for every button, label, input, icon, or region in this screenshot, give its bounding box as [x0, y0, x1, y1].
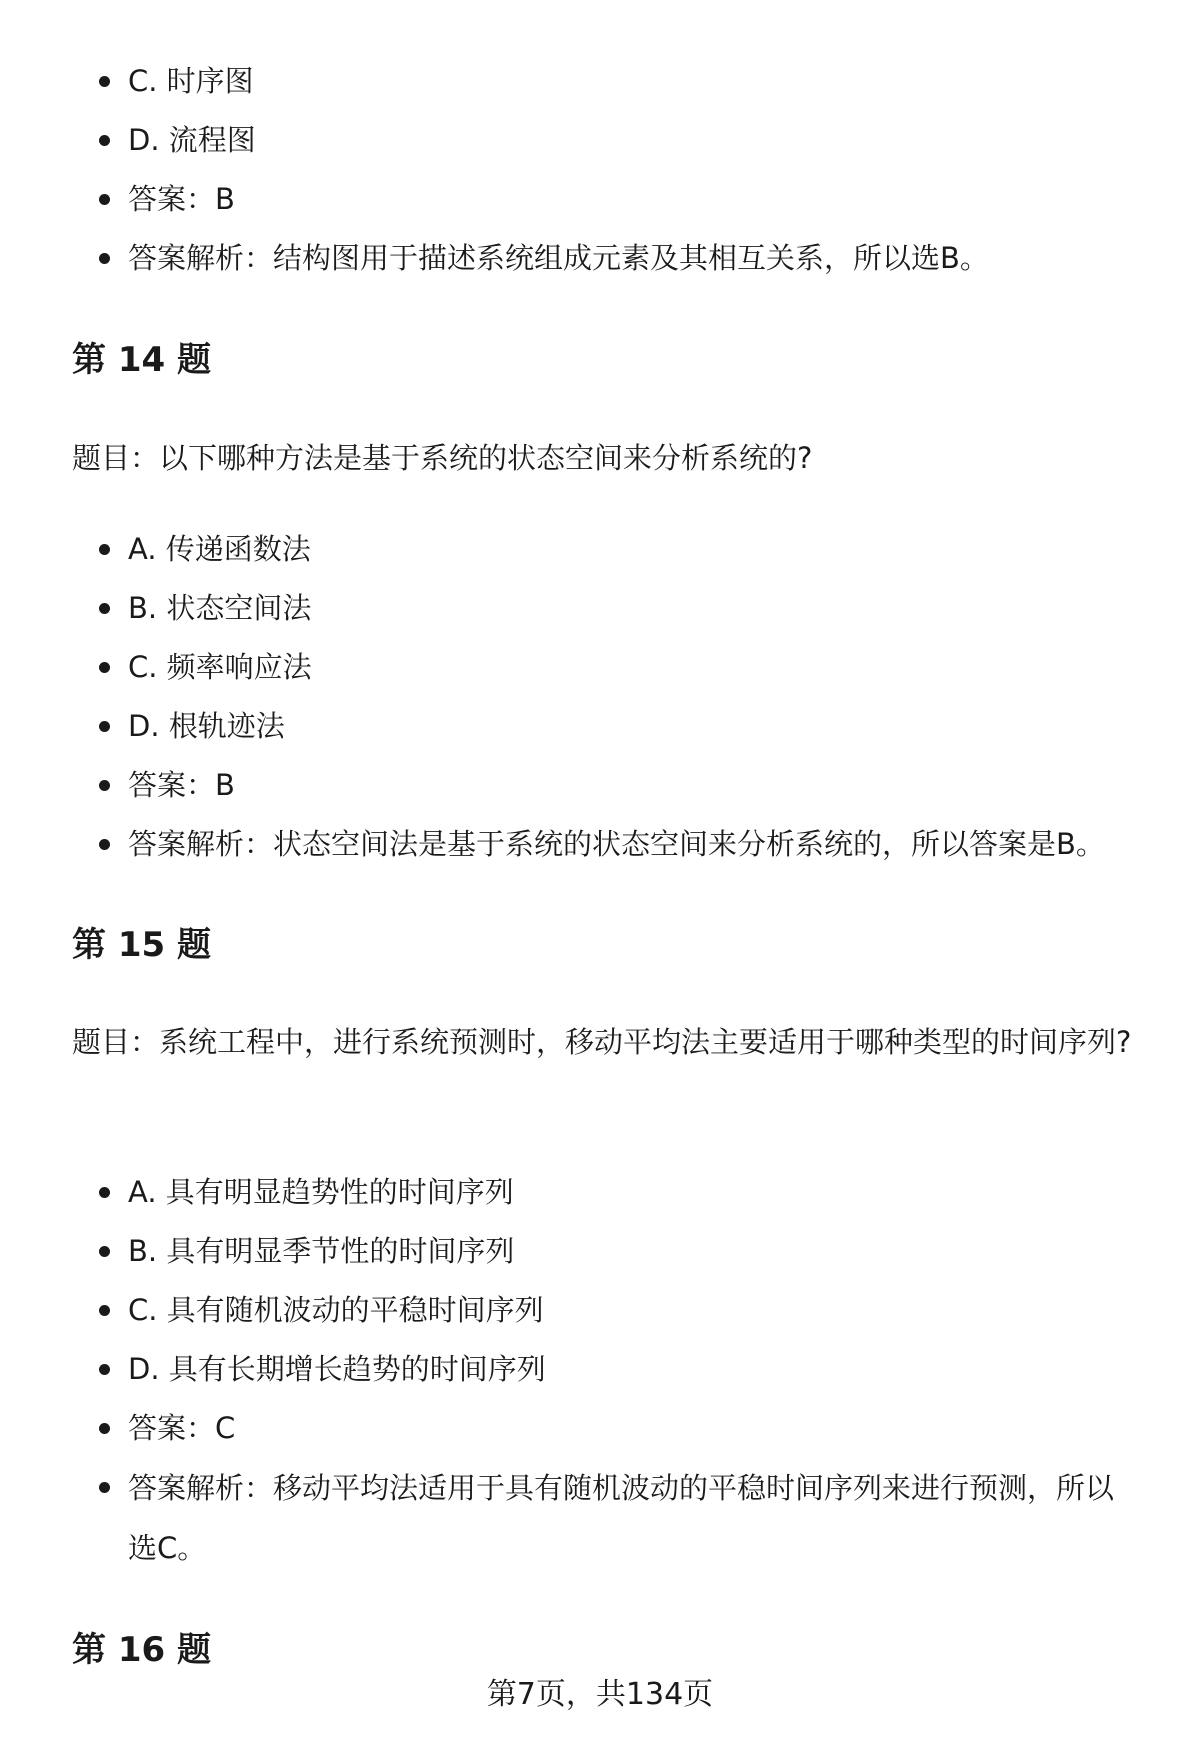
bullet-icon	[99, 1246, 110, 1257]
bullet-icon	[99, 1364, 110, 1375]
option-text: B. 具有明显季节性的时间序列	[128, 1234, 515, 1268]
question-14	[0, 335, 211, 385]
option-b	[72, 579, 1132, 638]
explanation-text: 答案解析：结构图用于描述系统组成元素及其相互关系，所以选B。	[128, 241, 989, 275]
bullet-icon	[99, 780, 110, 791]
option-b	[72, 1222, 1132, 1281]
bullet-icon	[99, 1482, 110, 1493]
option-list	[0, 1163, 1132, 1578]
bullet-icon	[99, 135, 110, 146]
option-text: B. 状态空间法	[128, 591, 312, 625]
answer	[72, 756, 1132, 815]
answer	[72, 1399, 1132, 1458]
explanation-text: 答案解析：状态空间法是基于系统的状态空间来分析系统的，所以答案是B。	[128, 827, 1105, 861]
option-text: C. 时序图	[128, 64, 254, 98]
option-d	[72, 1340, 1132, 1399]
bullet-icon	[99, 1423, 110, 1434]
option-d	[72, 111, 1132, 170]
option-c	[72, 638, 1132, 697]
option-text: A. 传递函数法	[128, 532, 311, 566]
bullet-icon	[99, 194, 110, 205]
option-c	[72, 1281, 1132, 1340]
option-d	[72, 697, 1132, 756]
bullet-icon	[99, 839, 110, 850]
option-text: D. 流程图	[128, 123, 256, 157]
question-heading: 第 14 题	[72, 340, 211, 380]
option-c	[72, 52, 1132, 111]
question-heading: 第 16 题	[72, 1630, 211, 1670]
answer-text: 答案：C	[128, 1411, 236, 1445]
option-text: D. 根轨迹法	[128, 709, 285, 743]
bullet-icon	[99, 253, 110, 264]
option-a	[72, 1163, 1132, 1222]
option-text: D. 具有长期增长趋势的时间序列	[128, 1352, 546, 1386]
question-15	[0, 920, 211, 970]
bullet-icon	[99, 721, 110, 732]
bullet-icon	[99, 603, 110, 614]
answer-text: 答案：B	[128, 182, 235, 216]
option-text: C. 频率响应法	[128, 650, 312, 684]
option-text: C. 具有随机波动的平稳时间序列	[128, 1293, 544, 1327]
bullet-icon	[99, 544, 110, 555]
bullet-icon	[99, 1187, 110, 1198]
question-text: 题目：以下哪种方法是基于系统的状态空间来分析系统的?	[72, 441, 813, 475]
answer-explanation	[72, 1458, 1132, 1578]
bullet-icon	[99, 662, 110, 673]
bullet-icon	[99, 1305, 110, 1316]
option-text: A. 具有明显趋势性的时间序列	[128, 1175, 514, 1209]
answer-explanation	[72, 815, 1132, 874]
bullet-icon	[99, 76, 110, 87]
question-text: 题目：系统工程中，进行系统预测时，移动平均法主要适用于哪种类型的时间序列?	[72, 1025, 1132, 1059]
answer	[72, 170, 1132, 229]
answer-text: 答案：B	[128, 768, 235, 802]
option-a	[72, 520, 1132, 579]
explanation-text: 答案解析：移动平均法适用于具有随机波动的平稳时间序列来进行预测，所以选C。	[128, 1471, 1115, 1565]
option-list	[0, 52, 1132, 288]
question-13-continuation	[0, 52, 1132, 288]
question-16	[0, 1625, 211, 1675]
question-heading: 第 15 题	[72, 925, 211, 965]
option-list	[0, 520, 1132, 874]
answer-explanation	[72, 229, 1132, 288]
page-footer: 第7页，共134页	[486, 1677, 714, 1712]
